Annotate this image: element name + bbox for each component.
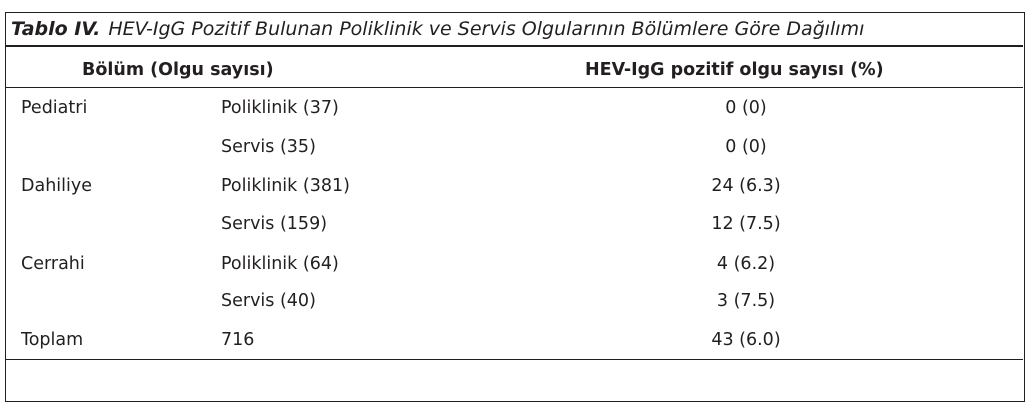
- row-6-unit: Servis (40): [221, 291, 316, 311]
- row-4-unit: Servis (159): [221, 214, 328, 234]
- row-5-department: Cerrahi: [21, 254, 85, 274]
- caption-text: HEV-IgG Pozitif Bulunan Poliklinik ve Servis Olgularının Bölümlere Göre Dağılımı: [108, 18, 865, 40]
- row-5-unit: Poliklinik (64): [221, 254, 339, 274]
- row-1-positive: 0 (0): [725, 98, 767, 118]
- caption-label: Tablo IV.: [11, 18, 101, 40]
- row-3-unit: Poliklinik (381): [221, 176, 350, 196]
- row-2-positive: 0 (0): [725, 137, 767, 157]
- row-7-department: Toplam: [21, 330, 84, 350]
- row-3-department: Dahiliye: [21, 176, 92, 196]
- row-1-department: Pediatri: [21, 98, 88, 118]
- header-divider: [6, 87, 1023, 88]
- row-4-positive: 12 (7.5): [711, 214, 781, 234]
- row-6-positive: 3 (7.5): [716, 291, 776, 311]
- caption-divider: [6, 45, 1023, 47]
- row-7-positive: 43 (6.0): [711, 330, 781, 350]
- row-3-positive: 24 (6.3): [711, 176, 781, 196]
- table-caption: [11, 15, 864, 43]
- header-positive: HEV-IgG pozitif olgu sayısı (%): [585, 60, 884, 80]
- row-1-unit: Poliklinik (37): [221, 98, 339, 118]
- row-2-unit: Servis (35): [221, 137, 316, 157]
- row-5-positive: 4 (6.2): [716, 254, 776, 274]
- header-department: Bölüm (Olgu sayısı): [82, 60, 274, 80]
- table-bottom-rule: [6, 359, 1023, 360]
- row-7-unit: 716: [221, 330, 255, 350]
